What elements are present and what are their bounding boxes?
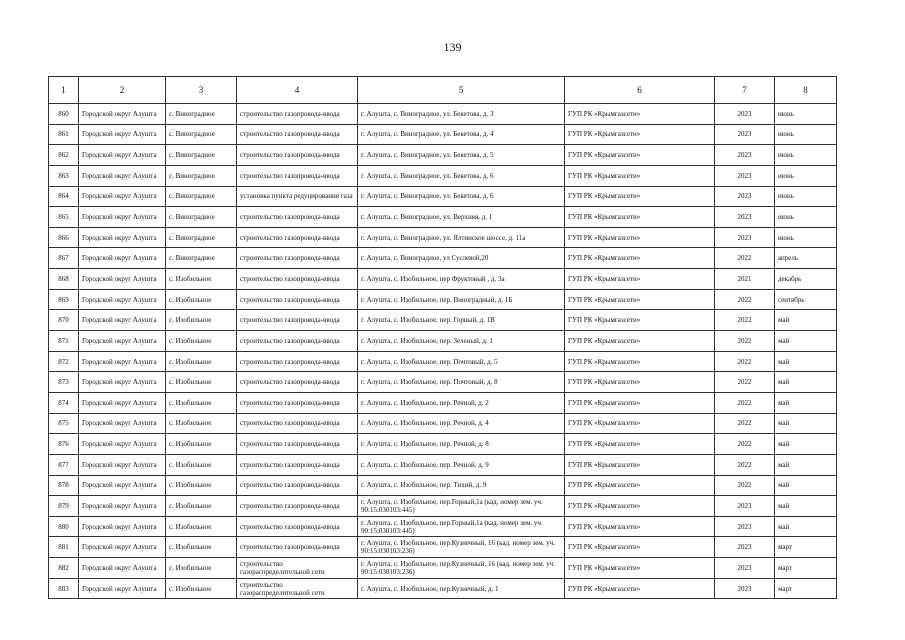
organization-cell: ГУП РК «Крымгазсети» [565,207,715,228]
table-row [49,434,837,455]
work-type-cell: строительство газопровода-ввода [237,310,358,331]
row-number-cell: 882 [49,558,79,579]
address-cell: г. Алушта, с. Изобильное, пер.Кузнечный, 16 (кад. номер зем. уч. 90:15:030103:236) [358,537,565,558]
column-header: 7 [715,77,775,104]
work-type-cell: строительство газопровода-ввода [237,496,358,517]
address-cell: г. Алушта, с. Изобильное, пер.Горный,1а (кад. номер зем. уч. 90:15:030103:445) [358,496,565,517]
work-type-cell: строительство газопровода-ввода [237,248,358,269]
year-cell: 2023 [715,496,775,517]
organization-cell: ГУП РК «Крымгазсети» [565,537,715,558]
table-row [49,165,837,186]
organization-cell: ГУП РК «Крымгазсети» [565,310,715,331]
month-cell: июнь [775,145,837,166]
district-cell: Городской округ Алушта [79,475,166,496]
district-cell: Городской округ Алушта [79,351,166,372]
year-cell: 2022 [715,392,775,413]
year-cell: 2022 [715,434,775,455]
settlement-cell: с. Виноградное [166,145,237,166]
work-type-cell: строительство газопровода-ввода [237,475,358,496]
work-type-cell: строительство газопровода-ввода [237,145,358,166]
district-cell: Городской округ Алушта [79,434,166,455]
month-cell: июнь [775,227,837,248]
month-cell: март [775,578,837,599]
address-cell: г. Алушта, с. Изобильное, пер. Зеленый, д. 1 [358,331,565,352]
settlement-cell: с. Виноградное [166,104,237,125]
work-type-cell: строительство газопровода-ввода [237,331,358,352]
month-cell: май [775,434,837,455]
address-cell: г. Алушта, с. Виноградное, ул. Бекетова, д. 6 [358,186,565,207]
row-number-cell: 875 [49,413,79,434]
month-cell: май [775,454,837,475]
organization-cell: ГУП РК «Крымгазсети» [565,496,715,517]
month-cell: май [775,310,837,331]
district-cell: Городской округ Алушта [79,145,166,166]
row-number-cell: 878 [49,475,79,496]
settlement-cell: с. Виноградное [166,124,237,145]
year-cell: 2022 [715,372,775,393]
settlement-cell: с. Изобильное [166,269,237,290]
row-number-cell: 861 [49,124,79,145]
settlement-cell: с. Изобильное [166,413,237,434]
district-cell: Городской округ Алушта [79,413,166,434]
district-cell: Городской округ Алушта [79,392,166,413]
table-row [49,248,837,269]
column-header: 5 [358,77,565,104]
organization-cell: ГУП РК «Крымгазсети» [565,413,715,434]
organization-cell: ГУП РК «Крымгазсети» [565,516,715,537]
month-cell: март [775,558,837,579]
table-row [49,331,837,352]
month-cell: июнь [775,165,837,186]
month-cell: май [775,413,837,434]
table-row [49,516,837,537]
address-cell: г. Алушта, с. Изобильное, пер.Горный,1а (кад. номер зем. уч. 90:15:030103:445) [358,516,565,537]
gasification-table [48,76,837,599]
month-cell: июнь [775,207,837,228]
settlement-cell: с. Изобильное [166,310,237,331]
year-cell: 2023 [715,124,775,145]
month-cell: май [775,351,837,372]
month-cell: май [775,516,837,537]
table-row [49,372,837,393]
settlement-cell: с. Виноградное [166,227,237,248]
year-cell: 2022 [715,351,775,372]
year-cell: 2023 [715,578,775,599]
table-row [49,289,837,310]
organization-cell: ГУП РК «Крымгазсети» [565,578,715,599]
table-row [49,392,837,413]
organization-cell: ГУП РК «Крымгазсети» [565,351,715,372]
district-cell: Городской округ Алушта [79,578,166,599]
work-type-cell: строительство газопровода-ввода [237,269,358,290]
work-type-cell: строительство газопровода-ввода [237,124,358,145]
settlement-cell: с. Изобильное [166,289,237,310]
organization-cell: ГУП РК «Крымгазсети» [565,145,715,166]
table-row [49,413,837,434]
row-number-cell: 865 [49,207,79,228]
column-header: 6 [565,77,715,104]
organization-cell: ГУП РК «Крымгазсети» [565,227,715,248]
organization-cell: ГУП РК «Крымгазсети» [565,165,715,186]
year-cell: 2022 [715,475,775,496]
row-number-cell: 862 [49,145,79,166]
table-row [49,578,837,599]
column-header: 2 [79,77,166,104]
row-number-cell: 869 [49,289,79,310]
row-number-cell: 874 [49,392,79,413]
row-number-cell: 883 [49,578,79,599]
work-type-cell: строительство газопровода-ввода [237,454,358,475]
month-cell: июнь [775,124,837,145]
row-number-cell: 880 [49,516,79,537]
address-cell: г. Алушта, с. Виноградное, ул. Бекетова, д. 5 [358,145,565,166]
address-cell: г. Алушта, с. Изобильное, пер.Кузнечный, д. 1 [358,578,565,599]
table-row [49,145,837,166]
work-type-cell: строительство газопровода-ввода [237,289,358,310]
settlement-cell: с. Виноградное [166,248,237,269]
column-header: 1 [49,77,79,104]
month-cell: май [775,392,837,413]
organization-cell: ГУП РК «Крымгазсети» [565,454,715,475]
column-header: 3 [166,77,237,104]
work-type-cell: строительство газораспределительной сети [237,558,358,579]
address-cell: г. Алушта, с. Изобильное, пер. Речной, д. 9 [358,454,565,475]
address-cell: г. Алушта, с. Изобильное, пер. Почтовый, д. 8 [358,372,565,393]
address-cell: г. Алушта, с. Виноградное, ул Суслевой,20 [358,248,565,269]
month-cell: июнь [775,104,837,125]
settlement-cell: с. Изобильное [166,392,237,413]
row-number-cell: 868 [49,269,79,290]
district-cell: Городской округ Алушта [79,310,166,331]
year-cell: 2023 [715,165,775,186]
organization-cell: ГУП РК «Крымгазсети» [565,392,715,413]
district-cell: Городской округ Алушта [79,372,166,393]
year-cell: 2022 [715,331,775,352]
organization-cell: ГУП РК «Крымгазсети» [565,104,715,125]
work-type-cell: строительство газопровода-ввода [237,413,358,434]
year-cell: 2023 [715,516,775,537]
year-cell: 2023 [715,207,775,228]
row-number-cell: 879 [49,496,79,517]
district-cell: Городской округ Алушта [79,227,166,248]
month-cell: апрель [775,248,837,269]
organization-cell: ГУП РК «Крымгазсети» [565,269,715,290]
organization-cell: ГУП РК «Крымгазсети» [565,475,715,496]
address-cell: г. Алушта, с. Изобильное, пер. Речной, д. 8 [358,434,565,455]
organization-cell: ГУП РК «Крымгазсети» [565,124,715,145]
table-row [49,269,837,290]
address-cell: г. Алушта, с. Виноградное, ул. Ялтинское шоссе, д. 11а [358,227,565,248]
table-row [49,186,837,207]
work-type-cell: строительство газопровода-ввода [237,392,358,413]
month-cell: сентябрь [775,289,837,310]
settlement-cell: с. Изобильное [166,454,237,475]
address-cell: г. Алушта, с. Изобильное, пер. Виноградный, д. 1Б [358,289,565,310]
month-cell: май [775,475,837,496]
address-cell: г. Алушта, с. Изобильное, пер. Речной, д. 2 [358,392,565,413]
district-cell: Городской округ Алушта [79,104,166,125]
row-number-cell: 870 [49,310,79,331]
work-type-cell: строительство газопровода-ввода [237,207,358,228]
year-cell: 2023 [715,537,775,558]
work-type-cell: строительство газораспределительной сети [237,578,358,599]
year-cell: 2023 [715,186,775,207]
organization-cell: ГУП РК «Крымгазсети» [565,289,715,310]
table-row [49,496,837,517]
work-type-cell: строительство газопровода-ввода [237,227,358,248]
row-number-cell: 867 [49,248,79,269]
table-row [49,227,837,248]
address-cell: г. Алушта, с. Виноградное, ул. Бекетова, д. 3 [358,104,565,125]
year-cell: 2022 [715,248,775,269]
district-cell: Городской округ Алушта [79,496,166,517]
table-row [49,310,837,331]
year-cell: 2022 [715,413,775,434]
organization-cell: ГУП РК «Крымгазсети» [565,331,715,352]
organization-cell: ГУП РК «Крымгазсети» [565,558,715,579]
table-row [49,104,837,125]
work-type-cell: строительство газопровода-ввода [237,434,358,455]
row-number-cell: 860 [49,104,79,125]
address-cell: г. Алушта, с. Изобильное, пер.Кузнечный, 16 (кад. номер зем. уч. 90:15:030103:236) [358,558,565,579]
address-cell: г. Алушта, с. Изобильное, пер. Горный, д. 1В [358,310,565,331]
row-number-cell: 873 [49,372,79,393]
year-cell: 2023 [715,145,775,166]
month-cell: май [775,331,837,352]
month-cell: май [775,496,837,517]
address-cell: г. Алушта, с. Виноградное, ул. Бекетова, д. 6 [358,165,565,186]
district-cell: Городской округ Алушта [79,165,166,186]
settlement-cell: с. Изобильное [166,578,237,599]
settlement-cell: с. Изобильное [166,475,237,496]
table-row [49,558,837,579]
work-type-cell: строительство газопровода-ввода [237,351,358,372]
row-number-cell: 872 [49,351,79,372]
organization-cell: ГУП РК «Крымгазсети» [565,372,715,393]
address-cell: г. Алушта, с. Виноградное, ул. Бекетова, д. 4 [358,124,565,145]
settlement-cell: с. Изобильное [166,351,237,372]
settlement-cell: с. Изобильное [166,496,237,517]
address-cell: г. Алушта, с. Изобильное, пер Фруктовый , д. 3а [358,269,565,290]
year-cell: 2022 [715,454,775,475]
address-cell: г. Алушта, с. Изобильное, пер. Почтовый, д. 5 [358,351,565,372]
address-cell: г. Алушта, с. Изобильное, пер. Речной, д. 4 [358,413,565,434]
district-cell: Городской округ Алушта [79,516,166,537]
district-cell: Городской округ Алушта [79,454,166,475]
month-cell: декабрь [775,269,837,290]
year-cell: 2023 [715,227,775,248]
row-number-cell: 864 [49,186,79,207]
settlement-cell: с. Изобильное [166,537,237,558]
work-type-cell: строительство газопровода-ввода [237,537,358,558]
settlement-cell: с. Виноградное [166,186,237,207]
organization-cell: ГУП РК «Крымгазсети» [565,434,715,455]
settlement-cell: с. Изобильное [166,331,237,352]
district-cell: Городской округ Алушта [79,207,166,228]
year-cell: 2022 [715,289,775,310]
organization-cell: ГУП РК «Крымгазсети» [565,248,715,269]
settlement-cell: с. Изобильное [166,372,237,393]
work-type-cell: строительство газопровода-ввода [237,372,358,393]
settlement-cell: с. Изобильное [166,434,237,455]
month-cell: март [775,537,837,558]
district-cell: Городской округ Алушта [79,331,166,352]
settlement-cell: с. Изобильное [166,516,237,537]
year-cell: 2021 [715,269,775,290]
settlement-cell: с. Изобильное [166,558,237,579]
row-number-cell: 863 [49,165,79,186]
district-cell: Городской округ Алушта [79,248,166,269]
column-header: 8 [775,77,837,104]
row-number-cell: 866 [49,227,79,248]
district-cell: Городской округ Алушта [79,269,166,290]
page-number: 139 [443,40,462,54]
settlement-cell: с. Виноградное [166,165,237,186]
district-cell: Городской округ Алушта [79,558,166,579]
table-row [49,475,837,496]
table-header-row [49,77,837,104]
work-type-cell: строительство газопровода-ввода [237,104,358,125]
work-type-cell: установка пункта редуцирования газа [237,186,358,207]
row-number-cell: 876 [49,434,79,455]
address-cell: г. Алушта, с. Изобильное, пер. Тихий, д. 9 [358,475,565,496]
district-cell: Городской округ Алушта [79,186,166,207]
organization-cell: ГУП РК «Крымгазсети» [565,186,715,207]
year-cell: 2023 [715,104,775,125]
district-cell: Городской округ Алушта [79,537,166,558]
district-cell: Городской округ Алушта [79,289,166,310]
row-number-cell: 877 [49,454,79,475]
row-number-cell: 871 [49,331,79,352]
address-cell: г. Алушта, с. Виноградное, ул. Верхняя, д. 1 [358,207,565,228]
month-cell: май [775,372,837,393]
table-row [49,207,837,228]
month-cell: июнь [775,186,837,207]
table-row [49,124,837,145]
year-cell: 2022 [715,310,775,331]
table-body [49,104,837,599]
table-row [49,351,837,372]
row-number-cell: 881 [49,537,79,558]
work-type-cell: строительство газопровода-ввода [237,165,358,186]
district-cell: Городской округ Алушта [79,124,166,145]
table-row [49,537,837,558]
settlement-cell: с. Виноградное [166,207,237,228]
column-header: 4 [237,77,358,104]
work-type-cell: строительство газопровода-ввода [237,516,358,537]
year-cell: 2023 [715,558,775,579]
table-row [49,454,837,475]
